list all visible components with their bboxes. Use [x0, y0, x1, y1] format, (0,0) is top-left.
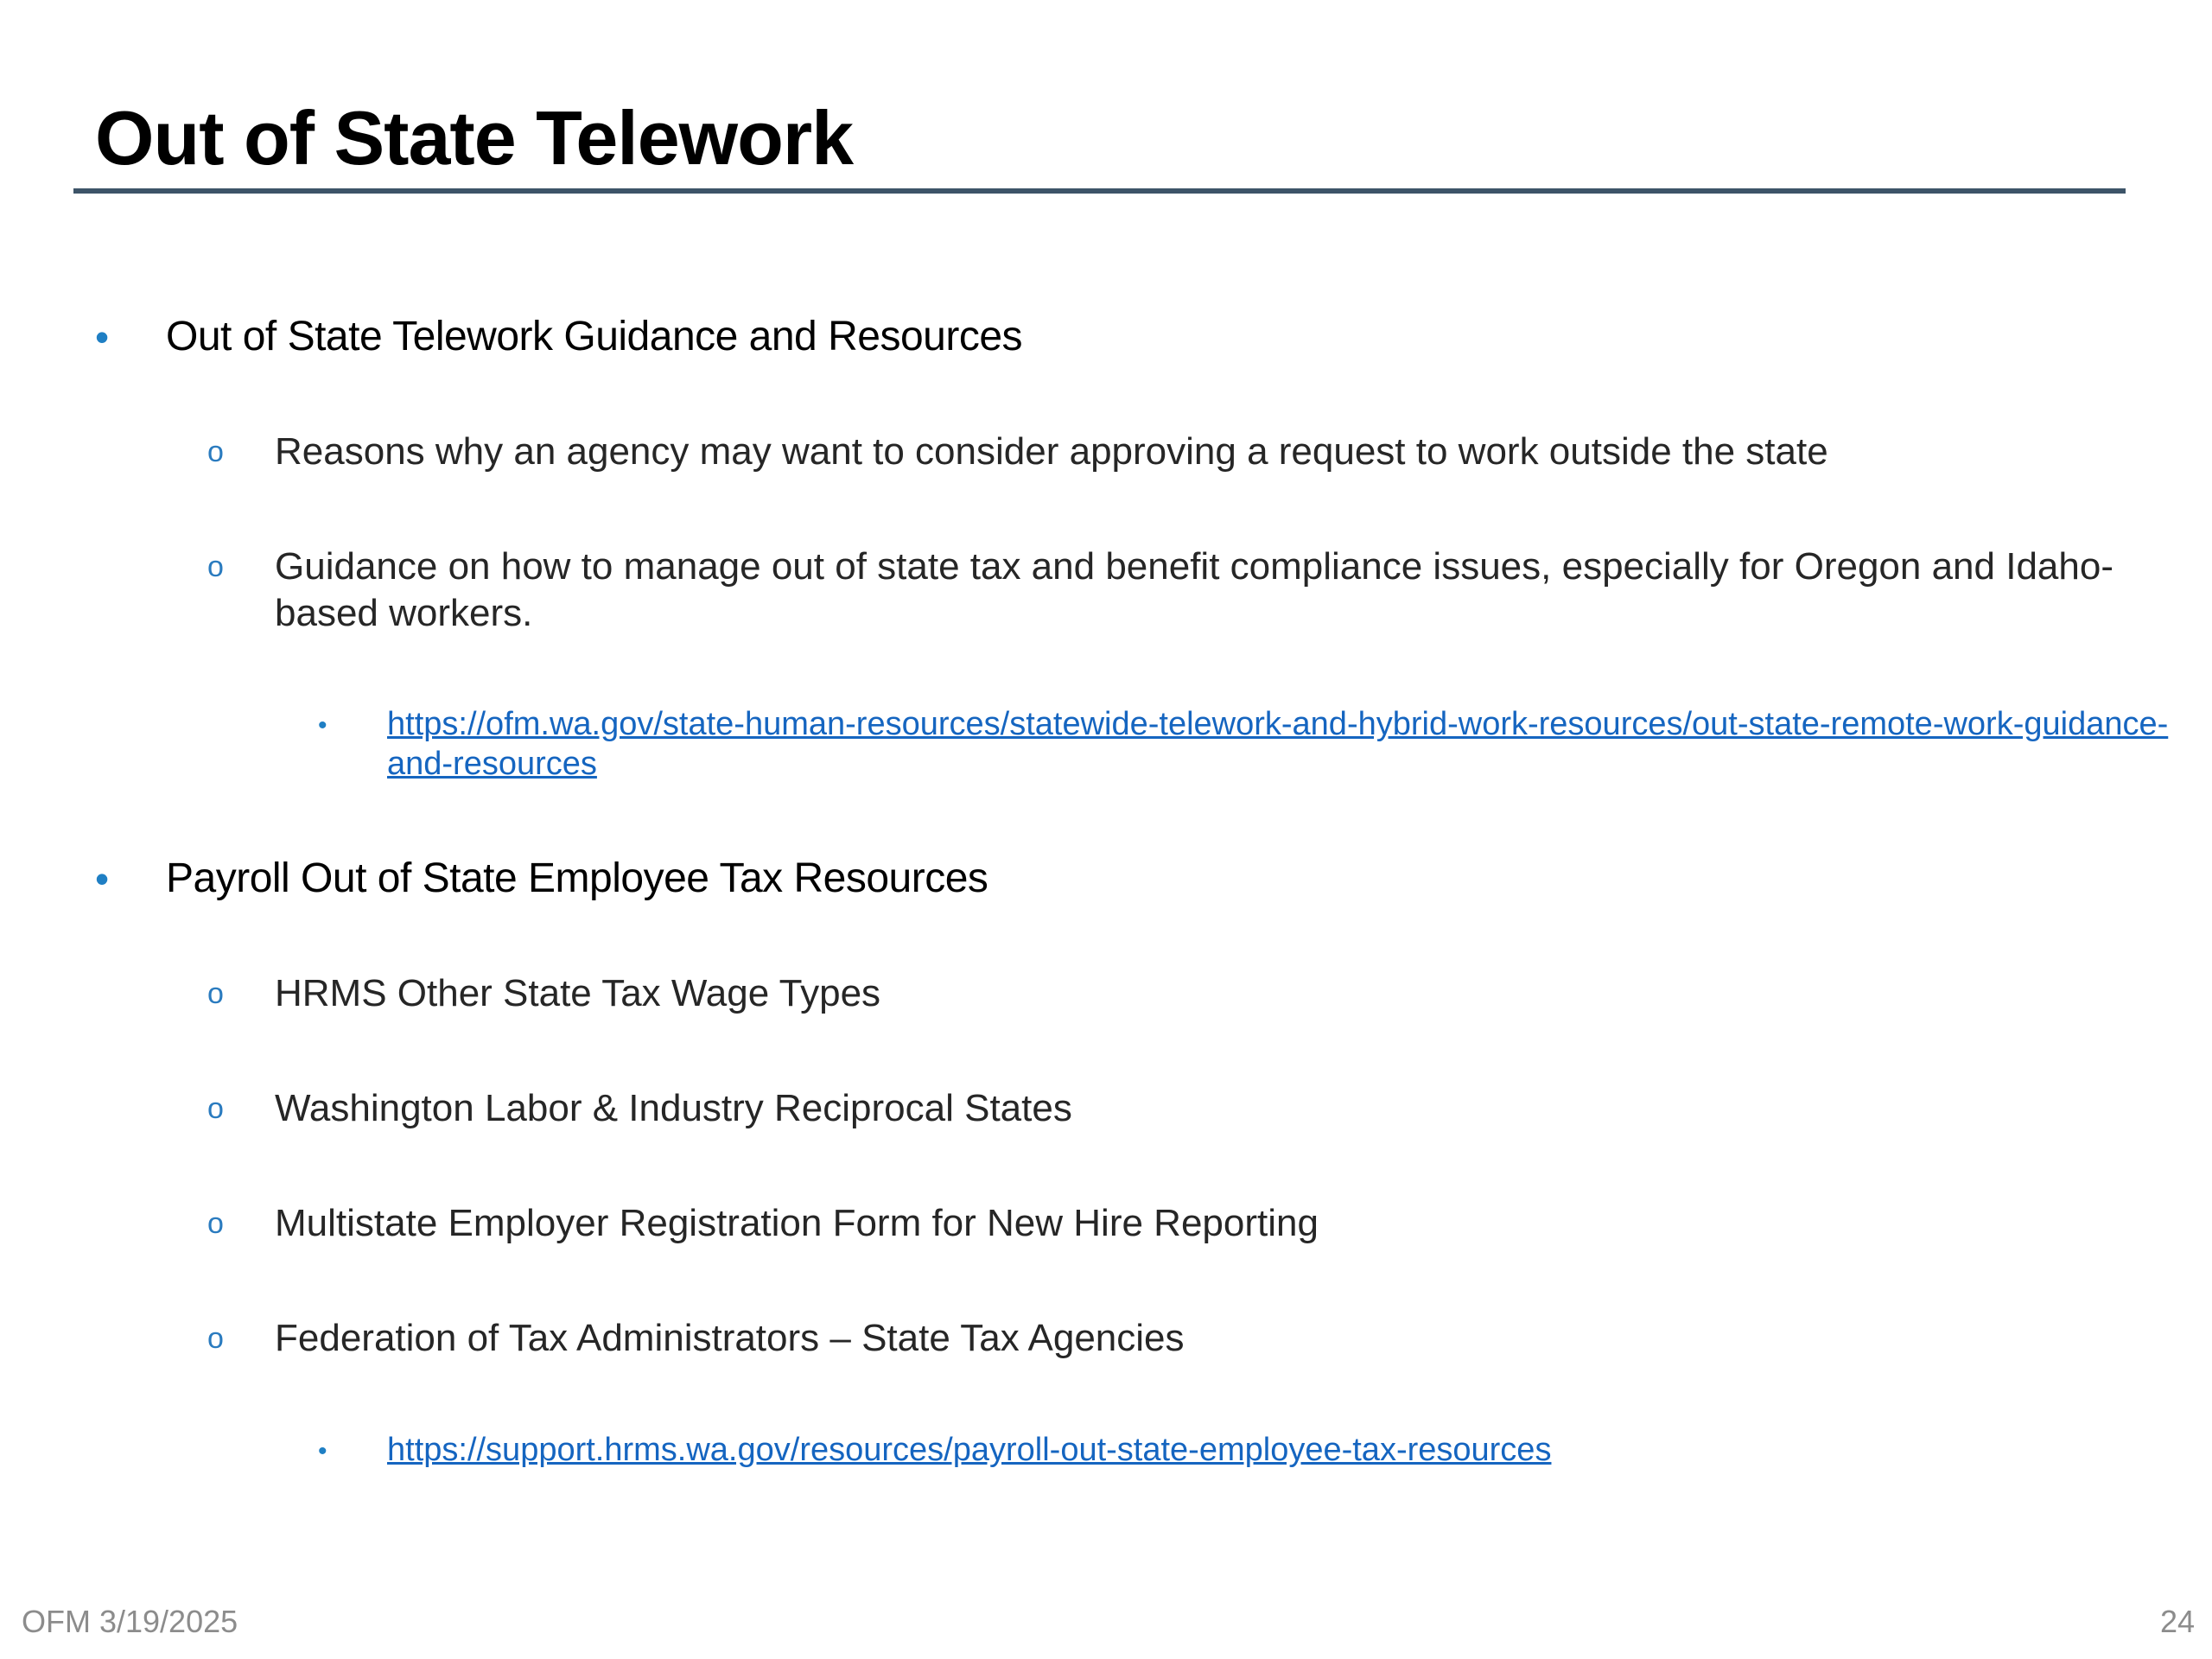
circle-bullet-icon: o — [207, 1322, 224, 1355]
list-item-text: Washington Labor & Industry Reciprocal States — [275, 1087, 1072, 1129]
list-item-text: Federation of Tax Administrators – State Tax Agencies — [275, 1317, 1185, 1359]
bullet-icon: • — [318, 711, 327, 740]
footer-date: OFM 3/19/2025 — [22, 1604, 238, 1639]
bullet-icon: • — [95, 856, 110, 901]
page-number: 24 — [2159, 1604, 2195, 1639]
section-heading-text: Out of State Telework Guidance and Resources — [166, 314, 1023, 359]
list-item-text: HRMS Other State Tax Wage Types — [275, 972, 881, 1014]
circle-bullet-icon: o — [207, 1092, 224, 1125]
slide-title: Out of State Telework — [95, 95, 854, 181]
hrms-payroll-link[interactable]: https://support.hrms.wa.gov/resources/payroll-out-state-employee-tax-resources — [387, 1432, 1552, 1468]
ofm-telework-link[interactable]: https://ofm.wa.gov/state-human-resources/statewide-telework-and-hybrid-work-resources/out-state-remote-work-guidance-and-resources — [387, 706, 2169, 782]
circle-bullet-icon: o — [207, 550, 224, 583]
circle-bullet-icon: o — [207, 435, 224, 468]
list-item-text: Reasons why an agency may want to consider approving a request to work outside the state — [275, 430, 1828, 473]
list-item-text: Multistate Employer Registration Form for New Hire Reporting — [275, 1202, 1319, 1244]
list-item-text: Guidance on how to manage out of state tax and benefit compliance issues, especially for Oregon and Idaho-based workers. — [275, 545, 2113, 634]
section-heading-text: Payroll Out of State Employee Tax Resources — [166, 855, 988, 901]
bullet-icon: • — [95, 315, 110, 359]
bullet-icon: • — [318, 1437, 327, 1465]
circle-bullet-icon: o — [207, 977, 224, 1010]
circle-bullet-icon: o — [207, 1207, 224, 1240]
title-divider — [73, 188, 2126, 194]
